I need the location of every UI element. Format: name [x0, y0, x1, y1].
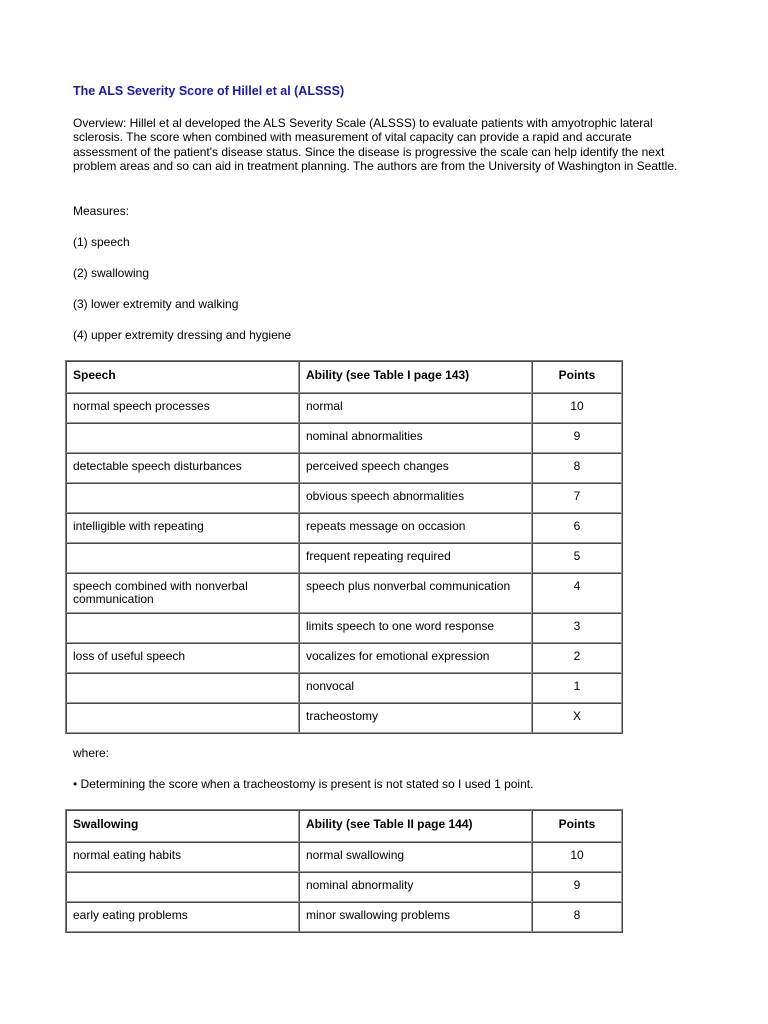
ability-cell: normal: [299, 393, 532, 423]
ability-cell: nonvocal: [299, 673, 532, 703]
condition-cell: normal speech processes: [66, 393, 299, 423]
measure-item-lower-extremity: (3) lower extremity and walking: [73, 297, 239, 311]
points-cell: 10: [532, 842, 622, 872]
table-row: [66, 613, 622, 643]
ability-cell: obvious speech abnormalities: [299, 483, 532, 513]
condition-cell: loss of useful speech: [66, 643, 299, 673]
points-cell: 4: [532, 573, 622, 613]
speech-col-header: Speech: [66, 361, 299, 393]
table-row: [66, 483, 622, 513]
ability-cell: frequent repeating required: [299, 543, 532, 573]
ability-cell: minor swallowing problems: [299, 902, 532, 932]
speech-table-body: [66, 393, 622, 733]
where-label: where:: [73, 746, 110, 760]
measures-label: Measures:: [73, 204, 130, 218]
points-cell: 2: [532, 643, 622, 673]
points-cell: 6: [532, 513, 622, 543]
table-row: [66, 543, 622, 573]
swallowing-table-header-row: [66, 810, 622, 842]
points-cell: 10: [532, 393, 622, 423]
overview-paragraph: Overview: Hillel et al developed the ALS Severity Scale (ALSSS) to evaluate patients with amyotrophic lateral sclerosis. The score when combined with measurement of vital capacity can provide a rapid and accurate assessment of the patient's disease status. Since the disease is progressive the scale can help identify the next problem areas and so can aid in treatment planning. The authors are from the University of Washington in Seattle.: [73, 116, 678, 174]
ability-col-header: Ability (see Table II page 144): [299, 810, 532, 842]
ability-cell: perceived speech changes: [299, 453, 532, 483]
points-cell: 7: [532, 483, 622, 513]
points-col-header: Points: [532, 810, 622, 842]
table-row: [66, 872, 622, 902]
points-cell: 3: [532, 613, 622, 643]
condition-cell: early eating problems: [66, 902, 299, 932]
condition-cell: detectable speech disturbances: [66, 453, 299, 483]
swallowing-table: [65, 809, 623, 933]
table-row: [66, 842, 622, 872]
ability-cell: vocalizes for emotional expression: [299, 643, 532, 673]
condition-cell: [66, 423, 299, 453]
points-cell: 9: [532, 423, 622, 453]
points-cell: 1: [532, 673, 622, 703]
page-title: The ALS Severity Score of Hillel et al (ALSSS): [73, 84, 345, 98]
points-cell: 8: [532, 902, 622, 932]
ability-cell: speech plus nonverbal communication: [299, 573, 532, 613]
tracheostomy-note: • Determining the score when a tracheostomy is present is not stated so I used 1 point.: [73, 777, 534, 791]
table-row: [66, 703, 622, 733]
ability-cell: nominal abnormalities: [299, 423, 532, 453]
table-row: [66, 673, 622, 703]
points-cell: 8: [532, 453, 622, 483]
ability-cell: tracheostomy: [299, 703, 532, 733]
speech-table-header-row: [66, 361, 622, 393]
condition-cell: speech combined with nonverbal communication: [66, 573, 299, 613]
measure-item-speech: (1) speech: [73, 235, 130, 249]
condition-cell: [66, 483, 299, 513]
ability-cell: nominal abnormality: [299, 872, 532, 902]
condition-cell: [66, 543, 299, 573]
ability-cell: repeats message on occasion: [299, 513, 532, 543]
ability-cell: limits speech to one word response: [299, 613, 532, 643]
table-row: [66, 643, 622, 673]
measure-item-swallowing: (2) swallowing: [73, 266, 150, 280]
ability-cell: normal swallowing: [299, 842, 532, 872]
condition-cell: [66, 703, 299, 733]
table-row: [66, 453, 622, 483]
condition-cell: [66, 613, 299, 643]
table-row: [66, 423, 622, 453]
condition-cell: intelligible with repeating: [66, 513, 299, 543]
points-col-header: Points: [532, 361, 622, 393]
points-cell: 5: [532, 543, 622, 573]
table-row: [66, 393, 622, 423]
table-row: [66, 573, 622, 613]
swallowing-col-header: Swallowing: [66, 810, 299, 842]
condition-cell: [66, 673, 299, 703]
points-cell: 9: [532, 872, 622, 902]
ability-col-header: Ability (see Table I page 143): [299, 361, 532, 393]
swallowing-table-body: [66, 842, 622, 932]
speech-table: [65, 360, 623, 734]
measure-item-upper-extremity: (4) upper extremity dressing and hygiene: [73, 328, 292, 342]
table-row: [66, 513, 622, 543]
points-cell: X: [532, 703, 622, 733]
table-row: [66, 902, 622, 932]
condition-cell: normal eating habits: [66, 842, 299, 872]
condition-cell: [66, 872, 299, 902]
